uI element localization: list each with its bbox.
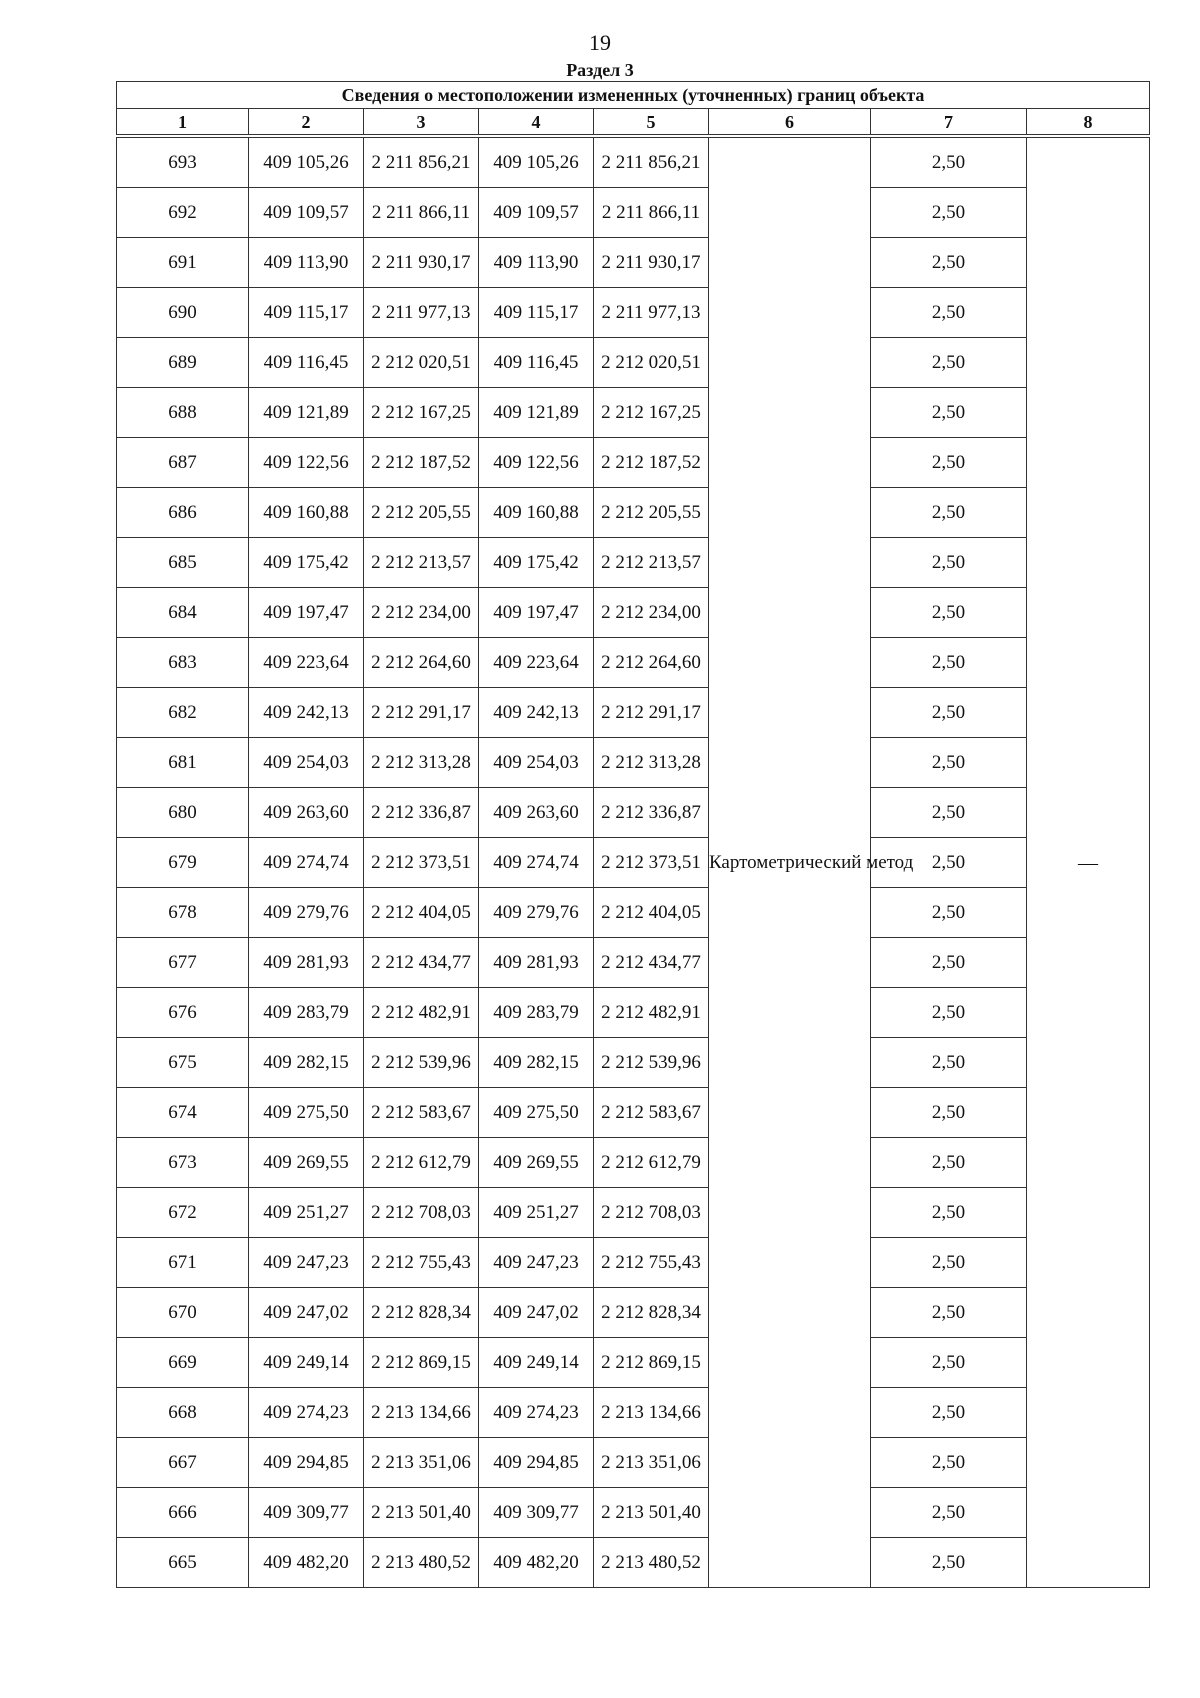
x-new-cell: 409 279,76 <box>479 888 594 938</box>
y-old-cell: 2 213 351,06 <box>364 1438 479 1488</box>
x-old-cell: 409 115,17 <box>249 288 364 338</box>
x-old-cell: 409 251,27 <box>249 1188 364 1238</box>
y-old-cell: 2 211 977,13 <box>364 288 479 338</box>
column-number: 3 <box>364 109 479 137</box>
x-new-cell: 409 251,27 <box>479 1188 594 1238</box>
accuracy-cell: 2,50 <box>871 1538 1027 1588</box>
table-row <box>117 988 1150 1038</box>
accuracy-cell: 2,50 <box>871 388 1027 438</box>
table-row <box>117 1438 1150 1488</box>
y-new-cell: 2 212 213,57 <box>594 538 709 588</box>
point-number-cell: 693 <box>117 136 249 188</box>
y-new-cell: 2 212 583,67 <box>594 1088 709 1138</box>
x-old-cell: 409 263,60 <box>249 788 364 838</box>
x-old-cell: 409 282,15 <box>249 1038 364 1088</box>
y-old-cell: 2 212 539,96 <box>364 1038 479 1088</box>
y-new-cell: 2 212 187,52 <box>594 438 709 488</box>
y-old-cell: 2 212 234,00 <box>364 588 479 638</box>
y-old-cell: 2 212 869,15 <box>364 1338 479 1388</box>
point-number-cell: 685 <box>117 538 249 588</box>
y-new-cell: 2 211 866,11 <box>594 188 709 238</box>
y-new-cell: 2 212 234,00 <box>594 588 709 638</box>
point-number-cell: 675 <box>117 1038 249 1088</box>
y-old-cell: 2 213 134,66 <box>364 1388 479 1438</box>
y-old-cell: 2 212 434,77 <box>364 938 479 988</box>
accuracy-cell: 2,50 <box>871 1438 1027 1488</box>
column-number: 7 <box>871 109 1027 137</box>
column-number: 1 <box>117 109 249 137</box>
point-number-cell: 668 <box>117 1388 249 1438</box>
table-row <box>117 588 1150 638</box>
x-old-cell: 409 281,93 <box>249 938 364 988</box>
x-new-cell: 409 282,15 <box>479 1038 594 1088</box>
point-number-cell: 670 <box>117 1288 249 1338</box>
column-number: 6 <box>709 109 871 137</box>
accuracy-cell: 2,50 <box>871 888 1027 938</box>
x-old-cell: 409 269,55 <box>249 1138 364 1188</box>
y-new-cell: 2 212 434,77 <box>594 938 709 988</box>
y-old-cell: 2 212 755,43 <box>364 1238 479 1288</box>
x-new-cell: 409 242,13 <box>479 688 594 738</box>
y-old-cell: 2 212 373,51 <box>364 838 479 888</box>
table-row <box>117 338 1150 388</box>
point-number-cell: 692 <box>117 188 249 238</box>
x-old-cell: 409 279,76 <box>249 888 364 938</box>
column-number-row <box>117 109 1150 137</box>
accuracy-cell: 2,50 <box>871 338 1027 388</box>
table-row <box>117 1388 1150 1438</box>
y-new-cell: 2 212 539,96 <box>594 1038 709 1088</box>
accuracy-cell: 2,50 <box>871 1188 1027 1238</box>
point-number-cell: 686 <box>117 488 249 538</box>
x-new-cell: 409 275,50 <box>479 1088 594 1138</box>
point-number-cell: 682 <box>117 688 249 738</box>
y-new-cell: 2 212 291,17 <box>594 688 709 738</box>
column8-cell: — <box>1027 136 1150 1588</box>
x-new-cell: 409 109,57 <box>479 188 594 238</box>
table-row <box>117 1138 1150 1188</box>
x-new-cell: 409 160,88 <box>479 488 594 538</box>
accuracy-cell: 2,50 <box>871 1088 1027 1138</box>
x-old-cell: 409 105,26 <box>249 136 364 188</box>
table-row <box>117 838 1150 888</box>
table-row <box>117 388 1150 438</box>
accuracy-cell: 2,50 <box>871 188 1027 238</box>
x-new-cell: 409 105,26 <box>479 136 594 188</box>
y-old-cell: 2 212 583,67 <box>364 1088 479 1138</box>
y-new-cell: 2 213 351,06 <box>594 1438 709 1488</box>
point-number-cell: 683 <box>117 638 249 688</box>
x-new-cell: 409 197,47 <box>479 588 594 638</box>
table-row <box>117 888 1150 938</box>
table-row <box>117 738 1150 788</box>
x-old-cell: 409 160,88 <box>249 488 364 538</box>
x-new-cell: 409 274,74 <box>479 838 594 888</box>
point-number-cell: 671 <box>117 1238 249 1288</box>
x-old-cell: 409 249,14 <box>249 1338 364 1388</box>
x-new-cell: 409 175,42 <box>479 538 594 588</box>
accuracy-cell: 2,50 <box>871 1238 1027 1288</box>
y-new-cell: 2 212 755,43 <box>594 1238 709 1288</box>
point-number-cell: 676 <box>117 988 249 1038</box>
x-old-cell: 409 309,77 <box>249 1488 364 1538</box>
x-old-cell: 409 254,03 <box>249 738 364 788</box>
y-old-cell: 2 212 828,34 <box>364 1288 479 1338</box>
x-old-cell: 409 294,85 <box>249 1438 364 1488</box>
y-new-cell: 2 212 373,51 <box>594 838 709 888</box>
column-number: 2 <box>249 109 364 137</box>
point-number-cell: 678 <box>117 888 249 938</box>
table-row <box>117 438 1150 488</box>
table-row <box>117 288 1150 338</box>
column-number: 8 <box>1027 109 1150 137</box>
x-new-cell: 409 121,89 <box>479 388 594 438</box>
y-old-cell: 2 212 264,60 <box>364 638 479 688</box>
point-number-cell: 691 <box>117 238 249 288</box>
accuracy-cell: 2,50 <box>871 1288 1027 1338</box>
x-old-cell: 409 116,45 <box>249 338 364 388</box>
accuracy-cell: 2,50 <box>871 288 1027 338</box>
table-row <box>117 688 1150 738</box>
table-caption: Сведения о местоположении измененных (уточненных) границ объекта <box>117 82 1150 109</box>
x-old-cell: 409 223,64 <box>249 638 364 688</box>
x-new-cell: 409 223,64 <box>479 638 594 688</box>
y-new-cell: 2 211 856,21 <box>594 136 709 188</box>
x-new-cell: 409 247,02 <box>479 1288 594 1338</box>
accuracy-cell: 2,50 <box>871 638 1027 688</box>
table-row <box>117 538 1150 588</box>
accuracy-cell: 2,50 <box>871 538 1027 588</box>
point-number-cell: 667 <box>117 1438 249 1488</box>
x-new-cell: 409 254,03 <box>479 738 594 788</box>
y-old-cell: 2 212 291,17 <box>364 688 479 738</box>
x-old-cell: 409 247,23 <box>249 1238 364 1288</box>
y-new-cell: 2 212 313,28 <box>594 738 709 788</box>
table-row <box>117 788 1150 838</box>
x-new-cell: 409 249,14 <box>479 1338 594 1388</box>
accuracy-cell: 2,50 <box>871 136 1027 188</box>
y-old-cell: 2 212 213,57 <box>364 538 479 588</box>
table-row <box>117 1238 1150 1288</box>
x-old-cell: 409 197,47 <box>249 588 364 638</box>
table-row <box>117 238 1150 288</box>
table-row <box>117 938 1150 988</box>
y-old-cell: 2 213 501,40 <box>364 1488 479 1538</box>
y-new-cell: 2 213 134,66 <box>594 1388 709 1438</box>
x-old-cell: 409 175,42 <box>249 538 364 588</box>
x-old-cell: 409 274,23 <box>249 1388 364 1438</box>
accuracy-cell: 2,50 <box>871 838 1027 888</box>
table-row <box>117 1288 1150 1338</box>
table-row <box>117 488 1150 538</box>
table-row <box>117 1538 1150 1588</box>
y-old-cell: 2 213 480,52 <box>364 1538 479 1588</box>
y-new-cell: 2 212 828,34 <box>594 1288 709 1338</box>
y-old-cell: 2 211 866,11 <box>364 188 479 238</box>
y-new-cell: 2 212 020,51 <box>594 338 709 388</box>
y-new-cell: 2 211 977,13 <box>594 288 709 338</box>
point-number-cell: 684 <box>117 588 249 638</box>
y-new-cell: 2 213 480,52 <box>594 1538 709 1588</box>
x-new-cell: 409 269,55 <box>479 1138 594 1188</box>
accuracy-cell: 2,50 <box>871 1488 1027 1538</box>
x-new-cell: 409 113,90 <box>479 238 594 288</box>
x-old-cell: 409 109,57 <box>249 188 364 238</box>
x-old-cell: 409 283,79 <box>249 988 364 1038</box>
x-new-cell: 409 482,20 <box>479 1538 594 1588</box>
table-body <box>117 136 1150 1588</box>
x-new-cell: 409 122,56 <box>479 438 594 488</box>
column-number: 4 <box>479 109 594 137</box>
x-new-cell: 409 294,85 <box>479 1438 594 1488</box>
accuracy-cell: 2,50 <box>871 788 1027 838</box>
point-number-cell: 681 <box>117 738 249 788</box>
y-old-cell: 2 212 708,03 <box>364 1188 479 1238</box>
accuracy-cell: 2,50 <box>871 1338 1027 1388</box>
y-old-cell: 2 212 167,25 <box>364 388 479 438</box>
x-new-cell: 409 309,77 <box>479 1488 594 1538</box>
x-new-cell: 409 115,17 <box>479 288 594 338</box>
y-new-cell: 2 212 482,91 <box>594 988 709 1038</box>
x-old-cell: 409 275,50 <box>249 1088 364 1138</box>
point-number-cell: 672 <box>117 1188 249 1238</box>
y-new-cell: 2 212 404,05 <box>594 888 709 938</box>
accuracy-cell: 2,50 <box>871 588 1027 638</box>
x-old-cell: 409 122,56 <box>249 438 364 488</box>
y-old-cell: 2 212 612,79 <box>364 1138 479 1188</box>
x-old-cell: 409 247,02 <box>249 1288 364 1338</box>
y-new-cell: 2 211 930,17 <box>594 238 709 288</box>
x-new-cell: 409 281,93 <box>479 938 594 988</box>
accuracy-cell: 2,50 <box>871 438 1027 488</box>
table-row <box>117 188 1150 238</box>
y-old-cell: 2 212 205,55 <box>364 488 479 538</box>
table-row <box>117 136 1150 188</box>
point-number-cell: 665 <box>117 1538 249 1588</box>
table-row <box>117 1488 1150 1538</box>
point-number-cell: 680 <box>117 788 249 838</box>
point-number-cell: 674 <box>117 1088 249 1138</box>
accuracy-cell: 2,50 <box>871 988 1027 1038</box>
y-new-cell: 2 212 612,79 <box>594 1138 709 1188</box>
y-old-cell: 2 212 482,91 <box>364 988 479 1038</box>
point-number-cell: 679 <box>117 838 249 888</box>
y-new-cell: 2 212 167,25 <box>594 388 709 438</box>
y-old-cell: 2 212 187,52 <box>364 438 479 488</box>
accuracy-cell: 2,50 <box>871 1388 1027 1438</box>
accuracy-cell: 2,50 <box>871 1038 1027 1088</box>
point-number-cell: 666 <box>117 1488 249 1538</box>
method-cell: Картометрический метод <box>709 136 871 1588</box>
page-number: 19 <box>589 30 611 55</box>
y-old-cell: 2 211 930,17 <box>364 238 479 288</box>
x-old-cell: 409 113,90 <box>249 238 364 288</box>
x-old-cell: 409 482,20 <box>249 1538 364 1588</box>
column-number: 5 <box>594 109 709 137</box>
accuracy-cell: 2,50 <box>871 938 1027 988</box>
point-number-cell: 677 <box>117 938 249 988</box>
accuracy-cell: 2,50 <box>871 238 1027 288</box>
table-row <box>117 1188 1150 1238</box>
point-number-cell: 673 <box>117 1138 249 1188</box>
x-new-cell: 409 116,45 <box>479 338 594 388</box>
y-old-cell: 2 211 856,21 <box>364 136 479 188</box>
table-row <box>117 638 1150 688</box>
y-new-cell: 2 213 501,40 <box>594 1488 709 1538</box>
table-row <box>117 1088 1150 1138</box>
accuracy-cell: 2,50 <box>871 488 1027 538</box>
accuracy-cell: 2,50 <box>871 1138 1027 1188</box>
point-number-cell: 689 <box>117 338 249 388</box>
y-new-cell: 2 212 264,60 <box>594 638 709 688</box>
point-number-cell: 688 <box>117 388 249 438</box>
x-new-cell: 409 247,23 <box>479 1238 594 1288</box>
y-old-cell: 2 212 020,51 <box>364 338 479 388</box>
table-row <box>117 1038 1150 1088</box>
x-old-cell: 409 121,89 <box>249 388 364 438</box>
y-new-cell: 2 212 205,55 <box>594 488 709 538</box>
y-old-cell: 2 212 313,28 <box>364 738 479 788</box>
y-new-cell: 2 212 869,15 <box>594 1338 709 1388</box>
y-old-cell: 2 212 404,05 <box>364 888 479 938</box>
y-old-cell: 2 212 336,87 <box>364 788 479 838</box>
x-new-cell: 409 274,23 <box>479 1388 594 1438</box>
accuracy-cell: 2,50 <box>871 688 1027 738</box>
y-new-cell: 2 212 336,87 <box>594 788 709 838</box>
x-old-cell: 409 242,13 <box>249 688 364 738</box>
coordinates-table <box>116 81 1150 1588</box>
point-number-cell: 669 <box>117 1338 249 1388</box>
accuracy-cell: 2,50 <box>871 738 1027 788</box>
section-title: Раздел 3 <box>566 60 634 80</box>
y-new-cell: 2 212 708,03 <box>594 1188 709 1238</box>
x-old-cell: 409 274,74 <box>249 838 364 888</box>
x-new-cell: 409 263,60 <box>479 788 594 838</box>
point-number-cell: 690 <box>117 288 249 338</box>
table-row <box>117 1338 1150 1388</box>
x-new-cell: 409 283,79 <box>479 988 594 1038</box>
point-number-cell: 687 <box>117 438 249 488</box>
